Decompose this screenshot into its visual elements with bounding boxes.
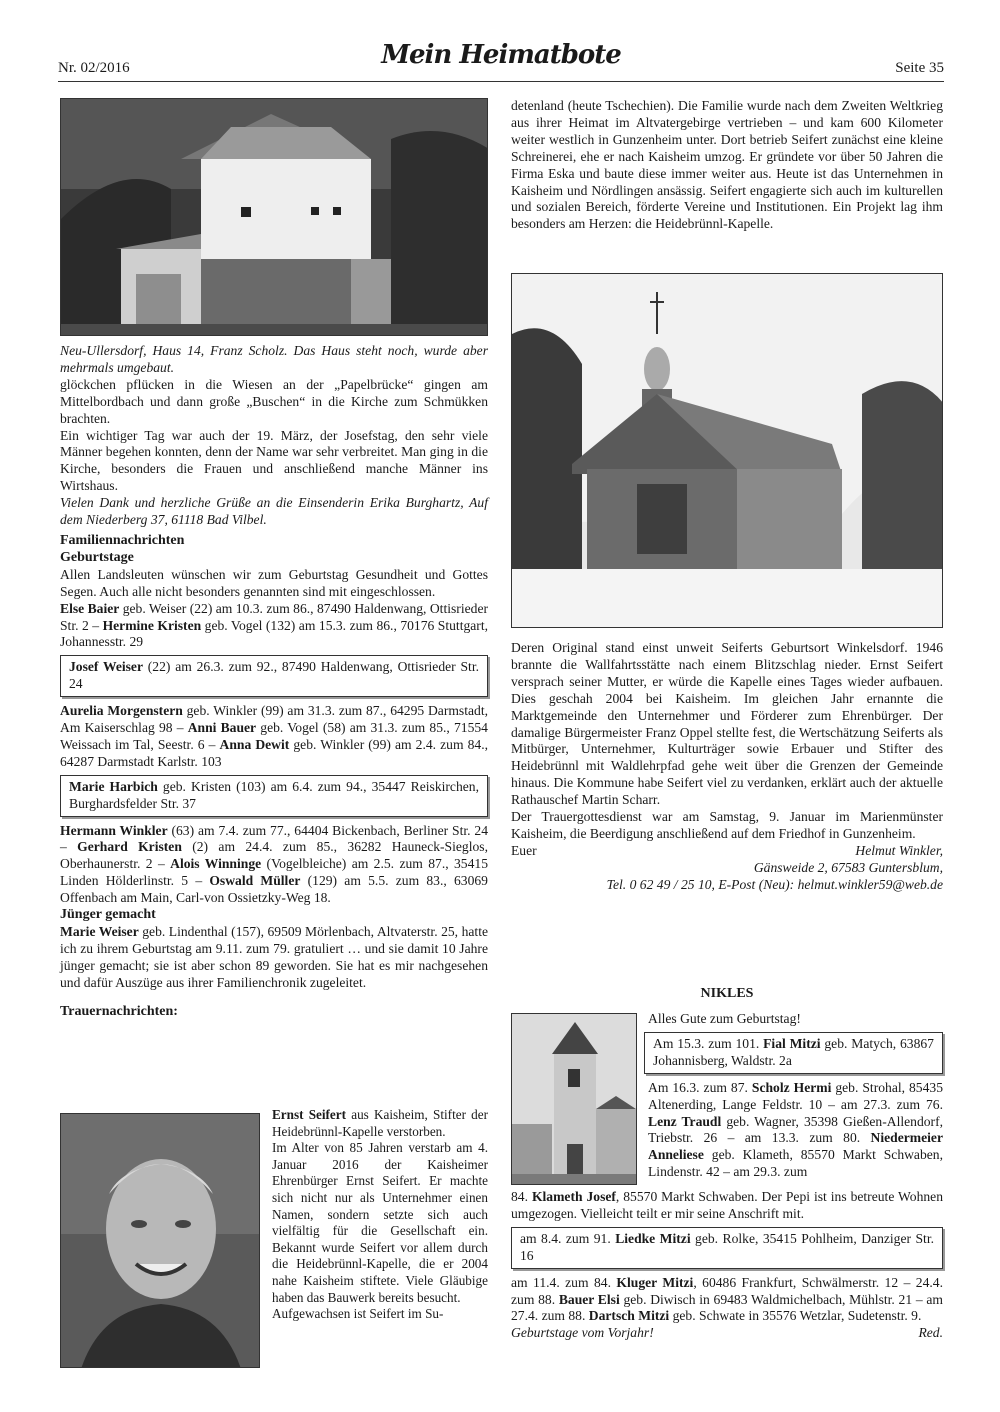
subsection-heading: Jünger gemacht xyxy=(60,907,156,923)
text-para: Der Trauergottesdienst war am Samstag, 9. Januar im Marienmünster Kaisheim, die Beerdigung anschließend auf dem Friedhof in Gunzenheim. xyxy=(511,809,943,841)
younger-entry: Marie Weiser geb. Lindenthal (157), 69509 Mörlenbach, Altvaterstr. 25, hatte ich zu ihrem Geburtstag am 9.11. zum 79. gratuliert … und sie damit 10 Jahre jünger gemacht; sie ist aber schon 89 geworden. Sie hat es mir nachgesehen und dafür Auszüge aus ihrer Familienchronik zugeleitet. xyxy=(60,924,489,990)
obituary-text xyxy=(272,1107,488,1323)
left-column xyxy=(60,343,488,1021)
nikles-entry: Am 16.3. zum 87. Scholz Hermi geb. Strohal, 85435 Altenerding, Lange Feldstr. 10 – am 27.3. zum 76. Lenz Traudl geb. Wagner, 35398 Gießen-Allendorf, Triebstr. 26 – am 13.3. zum 80. Niedermeier Anneliese geb. Klameth, 85570 Markt Schwaben, Lindenstr. 42 – am 29.3. zum xyxy=(648,1079,944,1180)
masthead: Mein Heimatbote xyxy=(381,40,621,70)
text-para: Im Alter von 85 Jahren verstarb am 4. Januar 2016 der Kaisheimer Ehrenbürger Ernst Seifert. Er machte sich nicht nur als Unternehmer einen Namen, sondern setzte sich auch vielfältig für die Gesellschaft ein. Bekannt wurde Seifert vor allem durch die Heidebrünnl-Kapelle, die er 2004 nahe Kaisheim stiftete. Viele Gläubige haben das Bauwerk bereits besucht. xyxy=(272,1140,488,1305)
nikles-side xyxy=(648,1011,943,1181)
nikles-continued xyxy=(511,1189,943,1342)
house-caption: Neu-Ullersdorf, Haus 14, Franz Scholz. Das Haus steht noch, wurde aber mehrmals umgebaut. xyxy=(60,343,488,375)
text-para: detenland (heute Tschechien). Die Familie wurde nach dem Zweiten Weltkrieg aus ihrer Heimat im Altvatergebirge vertrieben – und kam 600 Kilometer weiter westlich in Gunzenheim unter. Dort betrieb Seifert zunächst eine kleine Schreinerei, ehe er nach Kaisheim umzog. Er gründete vor über 50 Jahren die Firma Eska und baute diese immer weiter aus. Heute ist das Unternehmen in Kaisheim und Nördlingen ansässig. Seifert engagierte sich auch im kulturellen und sozialen Bereich, förderte Vereine und Institutionen. Ein Projekt lag ihm besonders am Herzen: die Heidebrünnl-Kapelle. xyxy=(511,98,943,232)
nikles-box: am 8.4. zum 91. Liedke Mitzi geb. Rolke, 35415 Pohlheim, Danziger Str. 16 xyxy=(511,1227,943,1269)
birthday-box: Josef Weiser (22) am 26.3. zum 92., 87490 Haldenwang, Ottisrieder Str. 24 xyxy=(60,655,488,697)
nikles-title: NIKLES xyxy=(700,986,754,1001)
text-para: glöckchen pflücken in die Wiesen an der „Papelbrücke“ gingen am Mittelbordbach und dann große „Buschen“ in die Kirche zum Schmükken brachten. xyxy=(60,376,488,426)
text-para: Ein wichtiger Tag war auch der 19. März, der Josefstag, den sehr viele Männer begehen konnten, denn der Name war sehr verbreitet. Man ging in die Kirche, besonders die Frauen und anschließend manche Männer ins Wirtshaus. xyxy=(60,427,488,494)
signature-contact: Tel. 0 62 49 / 25 10, E-Post (Neu): helmut.winkler59@web.de xyxy=(606,876,943,892)
signoff-euer: Euer xyxy=(511,842,537,858)
nikles-intro: Alles Gute zum Geburtstag! xyxy=(648,1011,801,1026)
nikles-entry: 84. Klameth Josef, 85570 Markt Schwaben. Der Pepi ist ins betreute Wohnen umgezogen. Vielleicht teilt er mir seine Anschrift mit. xyxy=(511,1189,944,1221)
nikles-box: Am 15.3. zum 101. Fial Mitzi geb. Matych, 63867 Johannisberg, Waldstr. 2a xyxy=(644,1032,943,1074)
signature-address: Gänsweide 2, 67583 Guntersblum, xyxy=(753,859,943,875)
text-para: Deren Original stand einst unweit Seiferts Geburtsort Winkelsdorf. 1946 brannte die Wallfahrtsstätte nach einem Blitzschlag nieder. Ernst Seifert versprach seiner Mutter, er würde die Kapelle eines Tages wieder aufbauen. Dies geschah 2004 bei Kaisheim. Im gleichen Jahr ernannte die Marktgemeinde den Unternehmer und Förderer zum Ehrenbürger. Der damalige Bürgermeister Franz Oppel stellte fest, die Wertschätzung Seiferts als Mitbürger, Unternehmer, Kulturträger sowie Erbauer und Stifter des Heidebrünnl mit Waldlehrpfad gehe weit über die Grenzen der Gemeinde hinaus. Die Kommune habe Seifert viel zu verdanken, erklärt auch der aktuelle Rathauschef Martin Scharr. xyxy=(511,640,943,808)
page-header xyxy=(58,34,944,82)
chapel-photo xyxy=(511,273,943,628)
page-number: Seite 35 xyxy=(895,60,944,76)
editor-sign: Red. xyxy=(918,1325,943,1341)
nikles-entry: am 11.4. zum 84. Kluger Mitzi, 60486 Frankfurt, Schwälmerstr. 12 – 24.4. zum 88. Bauer Elsi geb. Diwisch in 69483 Waldmichelbach, Mühlstr. 21 – am 27.4. zum 88. Dartsch Mitzi geb. Schwate in 35576 Wetzlar, Sudetenstr. 9. xyxy=(511,1274,943,1324)
birthday-entry: Else Baier geb. Weiser (22) am 10.3. zum 86., 87490 Haldenwang, Ottisrieder Str. 2 – Hermine Kristen geb. Vogel (132) am 15.3. zum 86., 70176 Stuttgart, Johannesstr. 29 xyxy=(60,600,489,650)
issue-number: Nr. 02/2016 xyxy=(58,60,130,76)
portrait-photo xyxy=(60,1113,260,1368)
text-para: Aufgewachsen ist Seifert im Su- xyxy=(272,1306,444,1322)
right-column-middle xyxy=(511,640,943,894)
church-photo xyxy=(511,1013,637,1185)
house-photo xyxy=(60,98,488,336)
right-column-top xyxy=(511,98,943,233)
closing-note: Geburtstage vom Vorjahr! Red. xyxy=(511,1325,943,1341)
text-para: Allen Landsleuten wünschen wir zum Geburtstag Gesundheit und Gottes Segen. Auch alle nicht besonders genannten sind mit eingeschlossen. xyxy=(60,566,488,599)
section-heading: Familiennachrichten xyxy=(60,532,185,548)
section-heading: Trauernachrichten: xyxy=(60,1003,178,1019)
birthday-entry: Hermann Winkler (63) am 7.4. zum 77., 64404 Bickenbach, Berliner Str. 24 – Gerhard Kristen (2) am 24.4. zum 85., 36282 Hauneck-Sieglos, Oberhaunerstr. 2 – Alois Winninge (Vogelbleiche) am 2.5. zum 87., 35415 Linden Hölderlinstr. 5 – Oswald Müller (129) am 5.5. zum 83., 63069 Offenbach am Main, Carl-von Ossietzky-Weg 18. xyxy=(60,822,488,906)
nikles-heading xyxy=(511,986,943,1003)
thanks-note: Vielen Dank und herzliche Grüße an die Einsenderin Erika Burghartz, Auf dem Niederberg 37, 61118 Bad Vilbel. xyxy=(60,495,488,528)
signature-name: Helmut Winkler, xyxy=(855,842,943,858)
birthday-box: Marie Harbich geb. Kristen (103) am 6.4. zum 94., 35447 Reiskirchen, Burghardsfelder Str. 37 xyxy=(60,775,488,817)
birthday-entry: Aurelia Morgenstern geb. Winkler (99) am 31.3. zum 87., 64295 Darmstadt, Am Kaiserschlag 98 – Anni Bauer geb. Vogel (58) am 31.3. zum 85., 71554 Weissach im Tal, Seestr. 6 – Anna Dewit geb. Winkler (99) am 2.4. zum 84., 64287 Darmstadt Karlstr. 103 xyxy=(60,703,488,769)
subsection-heading: Geburtstage xyxy=(60,549,134,565)
obituary-lead: Ernst Seifert aus Kaisheim, Stifter der Heidebrünnl-Kapelle verstorben. xyxy=(272,1107,489,1139)
